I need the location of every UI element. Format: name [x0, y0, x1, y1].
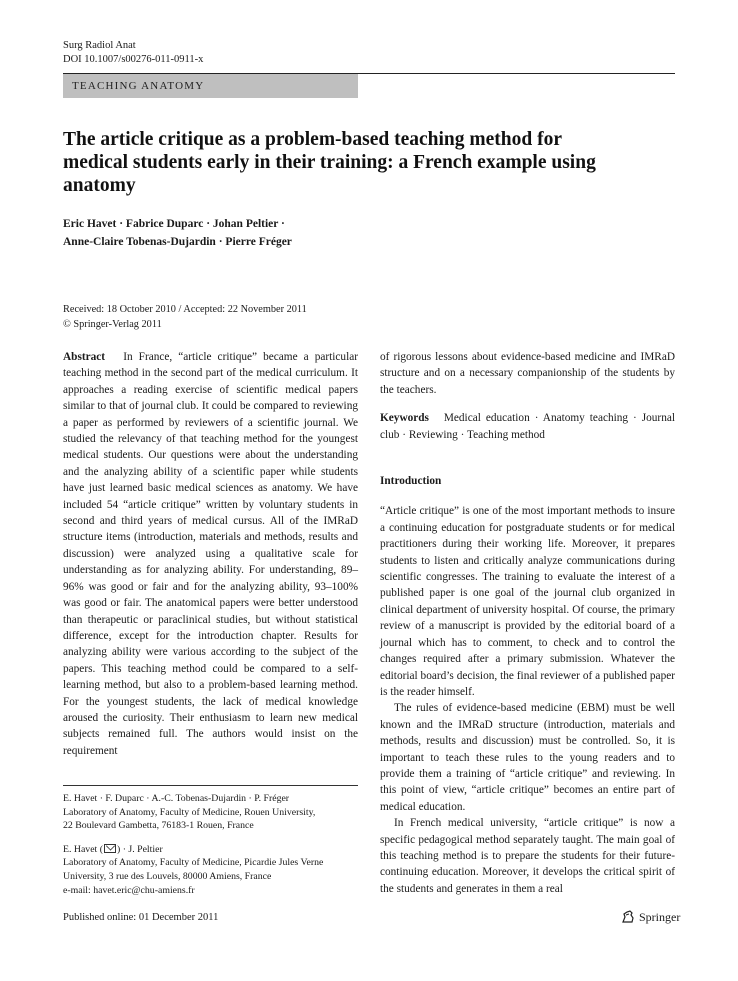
affiliation-address-1a: Laboratory of Anatomy, Faculty of Medicine, Rouen University, — [63, 806, 316, 818]
intro-paragraph-1: “Article critique” is one of the most important methods to insure a continuing education for postgraduate students or for medical practitioners during their working life. Moreover, it prepares students to listen and critically analyze communications during scientific congresses. The training to evaluate the interest of a published paper is one goal of the journal club organized in clinical department of university hospital. Of course, the primary review of a manuscript is provided by the editorial board of a journal which has to comment, to check and to control the changes required after a primary submission. Whatever the editorial board’s decision, the final reviewer of a published paper is the reader himself. — [380, 505, 675, 698]
affiliation-names-1: E. Havet · F. Duparc · A.-C. Tobenas-Dujardin · P. Fréger — [63, 793, 290, 804]
corresponding-author-prefix: E. Havet ( — [63, 843, 103, 855]
springer-logo — [620, 909, 680, 925]
affiliation-group-2 — [63, 843, 363, 897]
contact-email[interactable]: e-mail: havet.eric@chu-amiens.fr — [63, 884, 195, 896]
intro-paragraph-2: The rules of evidence-based medicine (EBM) must be well known and the IMRaD structure (introduction, materials and methods, results and discussion) must be controlled. So, it is important to teach these rules to the young readers and to provide them a training of “article critique” and reviewing. In this point of view, “article critique” becomes an entire part of medical education. — [380, 702, 675, 813]
paper-title: The article critique as a problem-based teaching method for medical students early in their training: a French example using anatomy — [63, 129, 596, 196]
keywords-text: Medical education · Anatomy teaching · Journal club · Reviewing · Teaching method — [380, 412, 675, 441]
right-column — [380, 349, 675, 897]
author-list — [63, 216, 623, 251]
springer-horse-icon — [620, 909, 636, 925]
intro-paragraph-3: In French medical university, “article critique” is now a specific pedagogical method separately taught. The main goal of this teaching method is to prepare the students for their future-continuing education. Moreover, it develops the critical spirit of the students and generates in them a real — [380, 817, 675, 895]
publisher-name: Springer — [639, 909, 681, 924]
published-online: Published online: 01 December 2011 — [63, 912, 219, 923]
keywords-label: Keywords — [380, 412, 429, 425]
copyright: © Springer-Verlag 2011 — [63, 318, 162, 330]
journal-header — [63, 39, 203, 67]
affiliation-address-1b: 22 Boulevard Gambetta, 76183-1 Rouen, France — [63, 820, 254, 832]
affiliations — [63, 792, 363, 907]
envelope-icon — [104, 844, 116, 853]
dates-block — [63, 303, 307, 332]
corresponding-author-suffix: ) · J. Peltier — [117, 843, 163, 855]
doi[interactable]: DOI 10.1007/s00276-011-0911-x — [63, 54, 204, 65]
affiliation-group-1 — [63, 792, 363, 833]
abstract-label: Abstract — [63, 351, 106, 363]
introduction-heading: Introduction — [380, 475, 442, 488]
author-line-2: Anne-Claire Tobenas-Dujardin · Pierre Fréger — [63, 235, 292, 248]
abstract-text: In France, “article critique” became a particular teaching method in the second part of the medical curriculum. It approaches a reading exercise of scientific medical papers similar to that of journal club. It could be compared to reviewing a paper as performed by reviewers of a scientific journal. We studied the relevancy of that teaching method for the youngest medical students. Our questions were about the understanding and the analyzing ability of a scientific paper while students have just learned basic medical sciences as anatomy. We have included 54 “article critique” written by voluntary students in second and third years of medical cursus. All of the IMRaD structure items (introduction, materials and methods, results and discussion) were analyzed using a qualitative scale for understanding as for analyzing ability. For understanding, 89–96% was good or fair and for the analyzing ability, 93–100% was good or fair. The anatomical papers were better understood than therapeutic or paraclinical studies, but without statistical difference, except for the introduction chapter. Results for analyzing ability were various according to the subject of the papers. This teaching method could be compared to a self-learning method, but also to a problem-based learning method. For the youngest students, the lack of medical knowledge aroused the curiosity. Their enthusiasm to learn new medical subjects remained full. The authors would insist on the requirement — [63, 351, 358, 757]
keywords — [380, 410, 675, 443]
affiliation-address-2b: University, 3 rue des Louvels, 80000 Amiens, France — [63, 870, 272, 882]
left-column — [63, 349, 358, 759]
abstract-continued: of rigorous lessons about evidence-based medicine and IMRaD structure and on a necessary companionship of the students by the teachers. — [380, 351, 675, 396]
affiliation-address-2a: Laboratory of Anatomy, Faculty of Medicine, Picardie Jules Verne — [63, 857, 324, 869]
abstract — [63, 349, 358, 759]
author-line-1: Eric Havet · Fabrice Duparc · Johan Peltier · — [63, 218, 285, 230]
section-tag: TEACHING ANATOMY — [63, 74, 358, 98]
affiliation-rule — [63, 785, 358, 786]
journal-name: Surg Radiol Anat — [63, 40, 136, 51]
received-date: Received: 18 October 2010 / Accepted: 22 November 2011 — [63, 304, 307, 315]
